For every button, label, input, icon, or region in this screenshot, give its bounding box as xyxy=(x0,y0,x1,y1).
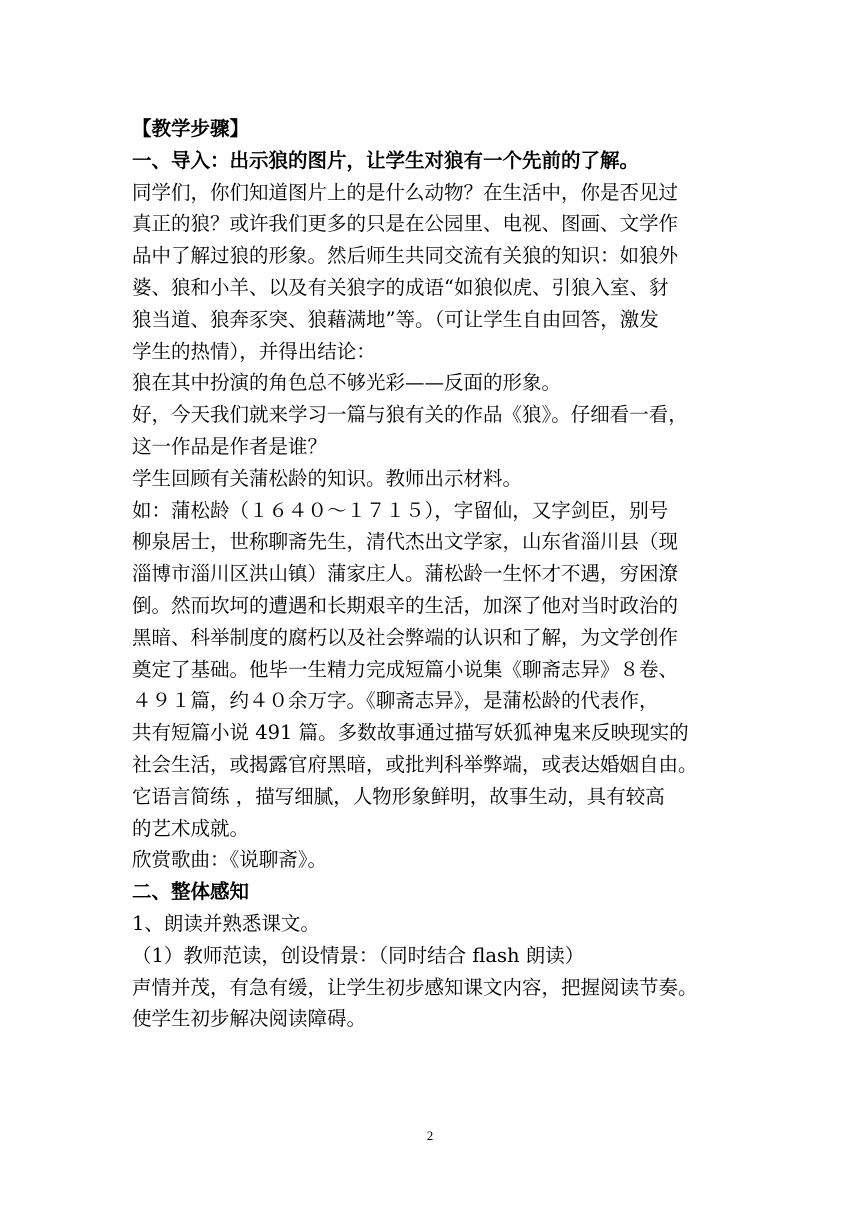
paragraph-line: 它语言简练 ，描写细腻，人物形象鲜明，故事生动，具有较高 xyxy=(132,784,665,808)
paragraph-line: （1）教师范读，创设情景：（同时结合 flash 朗读） xyxy=(132,943,585,967)
paragraph-line: ４９１篇，约４０余万字。《聊斋志异》，是蒲松龄的代表作， xyxy=(132,689,659,713)
paragraph-line: 使学生初步解决阅读障碍。 xyxy=(132,1007,367,1031)
paragraph-line: 婆、狼和小羊、以及有关狼字的成语“如狼似虎、引狼入室、豺 xyxy=(132,275,669,299)
section-heading: 【教学步骤】 xyxy=(132,117,250,140)
paragraph-line: 淄博市淄川区洪山镇）蒲家庄人。蒲松龄一生怀才不遇，穷困潦 xyxy=(132,562,679,586)
paragraph-line: 社会生活，或揭露官府黑暗，或批判科举弊端，或表达婚姻自由。 xyxy=(132,752,698,776)
paragraph-line: 真正的狼？或许我们更多的只是在公园里、电视、图画、文学作 xyxy=(132,212,679,236)
paragraph-line: 如：蒲松龄（１６４０～１７１５），字留仙，又字剑臣，别号 xyxy=(132,498,669,522)
paragraph-line: 学生的热情），并得出结论： xyxy=(132,339,376,363)
section-heading: 二、整体感知 xyxy=(132,880,250,904)
paragraph-line: 柳泉居士，世称聊斋先生，清代杰出文学家，山东省淄川县（现 xyxy=(132,530,679,554)
paragraph-line: 学生回顾有关蒲松龄的知识。教师出示材料。 xyxy=(132,466,523,490)
document-body xyxy=(132,113,732,1035)
paragraph-line: 1、朗读并熟悉课文。 xyxy=(132,911,320,935)
paragraph-line: 的艺术成就。 xyxy=(132,816,250,840)
section-heading: 一、导入：出示狼的图片，让学生对狼有一个先前的了解。 xyxy=(132,148,640,172)
paragraph-line: 黑暗、科举制度的腐朽以及社会弊端的认识和了解，为文学创作 xyxy=(132,625,679,649)
paragraph-line: 品中了解过狼的形象。然后师生共同交流有关狼的知识：如狼外 xyxy=(132,244,679,268)
page-number: 2 xyxy=(426,1128,434,1143)
paragraph-line: 倒。然而坎坷的遭遇和长期艰辛的生活，加深了他对当时政治的 xyxy=(132,593,679,617)
paragraph-line: 共有短篇小说 491 篇。多数故事通过描写妖狐神鬼来反映现实的 xyxy=(132,721,689,745)
paragraph-line: 好，今天我们就来学习一篇与狼有关的作品《狼》。仔细看一看， xyxy=(132,403,688,427)
paragraph-line: 狼在其中扮演的角色总不够光彩——反面的形象。 xyxy=(132,371,562,395)
paragraph-line: 声情并茂，有急有缓，让学生初步感知课文内容，把握阅读节奏。 xyxy=(132,975,698,999)
paragraph-line: 同学们，你们知道图片上的是什么动物？在生活中，你是否见过 xyxy=(132,180,679,204)
paragraph-line: 奠定了基础。他毕一生精力完成短篇小说集《聊斋志异》８卷、 xyxy=(132,657,679,681)
paragraph-line: 狼当道、狼奔豕突、狼藉满地”等。（可让学生自由回答，激发 xyxy=(132,307,659,331)
paragraph-line: 这一作品是作者是谁？ xyxy=(132,434,328,458)
paragraph-line: 欣赏歌曲：《说聊斋》。 xyxy=(132,848,328,872)
